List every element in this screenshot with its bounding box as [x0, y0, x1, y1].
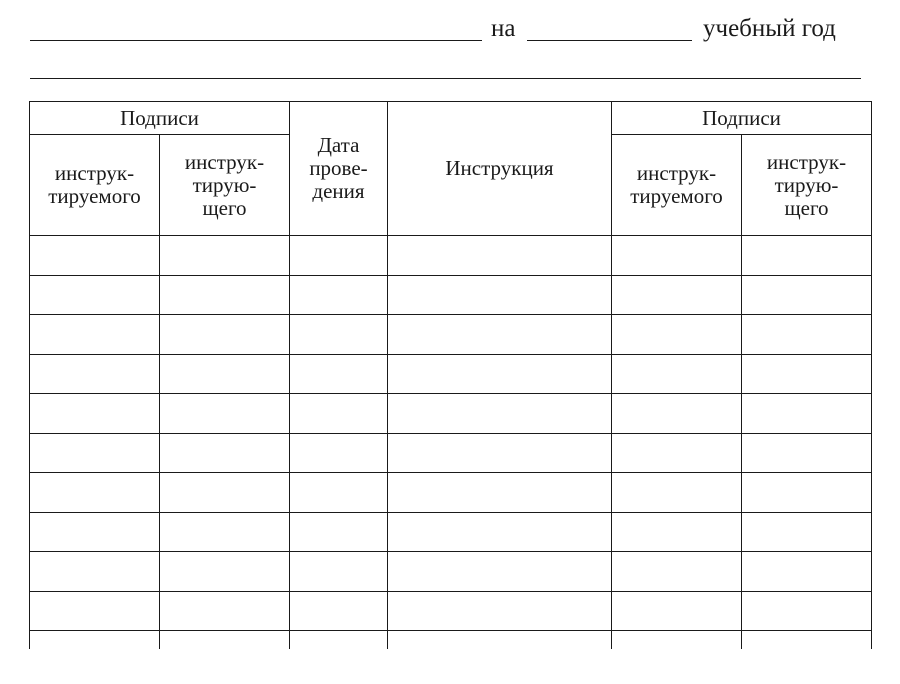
left-instructing-cell[interactable] [160, 473, 290, 513]
right-instructed-cell[interactable] [612, 315, 742, 355]
left-instructed-cell[interactable] [30, 552, 160, 592]
table-row [30, 631, 872, 650]
right-instructing-header: инструк- тирую- щего [742, 135, 872, 236]
instruction-cell[interactable] [388, 275, 612, 315]
second-blank-line[interactable] [30, 78, 861, 79]
table-row [30, 512, 872, 552]
table-row [30, 394, 872, 434]
date-column-header: Дата прове- дения [290, 102, 388, 236]
right-instructed-cell[interactable] [612, 473, 742, 513]
right-instructed-cell[interactable] [612, 552, 742, 592]
left-instructed-cell[interactable] [30, 236, 160, 276]
left-instructing-cell[interactable] [160, 631, 290, 650]
right-instructing-cell[interactable] [742, 354, 872, 394]
table-row [30, 473, 872, 513]
right-instructing-cell[interactable] [742, 473, 872, 513]
left-instructing-cell[interactable] [160, 591, 290, 631]
left-instructing-header: инструк- тирую- щего [160, 135, 290, 236]
date-cell[interactable] [290, 315, 388, 355]
right-instructed-cell[interactable] [612, 591, 742, 631]
instruction-cell[interactable] [388, 631, 612, 650]
left-instructed-cell[interactable] [30, 275, 160, 315]
right-instructing-cell[interactable] [742, 433, 872, 473]
right-instructed-cell[interactable] [612, 512, 742, 552]
left-instructing-cell[interactable] [160, 394, 290, 434]
right-instructing-cell[interactable] [742, 394, 872, 434]
left-instructed-cell[interactable] [30, 591, 160, 631]
right-instructing-cell[interactable] [742, 275, 872, 315]
left-instructed-cell[interactable] [30, 315, 160, 355]
instruction-cell[interactable] [388, 512, 612, 552]
left-instructing-cell[interactable] [160, 315, 290, 355]
right-instructed-cell[interactable] [612, 275, 742, 315]
right-instructing-cell[interactable] [742, 512, 872, 552]
date-cell[interactable] [290, 552, 388, 592]
subject-blank-field[interactable] [30, 40, 482, 41]
word-academic-year: учебный год [703, 15, 836, 42]
left-instructing-cell[interactable] [160, 236, 290, 276]
left-instructed-cell[interactable] [30, 473, 160, 513]
table-row [30, 433, 872, 473]
table-row [30, 591, 872, 631]
instruction-journal-table [29, 101, 872, 649]
date-cell[interactable] [290, 236, 388, 276]
left-signatures-header: Подписи [30, 102, 290, 135]
instruction-cell[interactable] [388, 552, 612, 592]
right-instructing-cell[interactable] [742, 591, 872, 631]
left-instructing-cell[interactable] [160, 354, 290, 394]
instruction-column-header: Инструкция [388, 102, 612, 236]
date-cell[interactable] [290, 512, 388, 552]
table-body [30, 236, 872, 650]
left-instructed-cell[interactable] [30, 512, 160, 552]
word-na: на [491, 15, 516, 42]
left-instructing-cell[interactable] [160, 512, 290, 552]
instruction-cell[interactable] [388, 433, 612, 473]
right-instructing-cell[interactable] [742, 631, 872, 650]
left-instructing-cell[interactable] [160, 275, 290, 315]
left-instructing-cell[interactable] [160, 552, 290, 592]
right-instructed-cell[interactable] [612, 236, 742, 276]
right-instructed-cell[interactable] [612, 354, 742, 394]
left-instructed-cell[interactable] [30, 433, 160, 473]
year-blank-field[interactable] [527, 40, 692, 41]
left-instructed-header: инструк- тируемого [30, 135, 160, 236]
table-row [30, 275, 872, 315]
right-signatures-header: Подписи [612, 102, 872, 135]
table-row [30, 552, 872, 592]
table-row [30, 236, 872, 276]
date-cell[interactable] [290, 354, 388, 394]
right-instructed-cell[interactable] [612, 631, 742, 650]
date-cell[interactable] [290, 275, 388, 315]
right-instructing-cell[interactable] [742, 236, 872, 276]
instruction-cell[interactable] [388, 315, 612, 355]
table-row [30, 354, 872, 394]
instruction-cell[interactable] [388, 354, 612, 394]
left-instructing-cell[interactable] [160, 433, 290, 473]
instruction-cell[interactable] [388, 591, 612, 631]
instruction-cell[interactable] [388, 473, 612, 513]
date-cell[interactable] [290, 394, 388, 434]
right-instructing-cell[interactable] [742, 552, 872, 592]
header-title-line [30, 14, 865, 48]
instruction-cell[interactable] [388, 236, 612, 276]
left-instructed-cell[interactable] [30, 354, 160, 394]
date-cell[interactable] [290, 473, 388, 513]
right-instructed-header: инструк- тируемого [612, 135, 742, 236]
right-instructed-cell[interactable] [612, 433, 742, 473]
date-cell[interactable] [290, 591, 388, 631]
left-instructed-cell[interactable] [30, 631, 160, 650]
date-cell[interactable] [290, 433, 388, 473]
right-instructing-cell[interactable] [742, 315, 872, 355]
right-instructed-cell[interactable] [612, 394, 742, 434]
left-instructed-cell[interactable] [30, 394, 160, 434]
table-row [30, 315, 872, 355]
instruction-cell[interactable] [388, 394, 612, 434]
date-cell[interactable] [290, 631, 388, 650]
